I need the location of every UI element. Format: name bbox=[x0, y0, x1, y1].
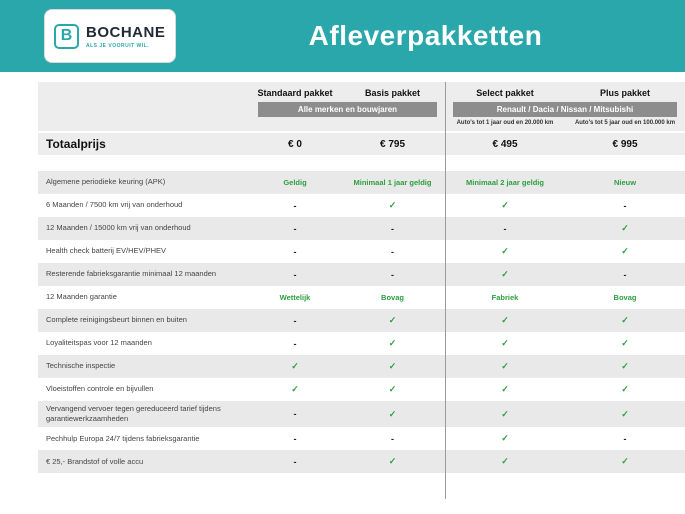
row-label: Vloeistoffen controle en bijvullen bbox=[46, 384, 154, 394]
row-label: € 25,- Brandstof of volle accu bbox=[46, 456, 144, 466]
cell-value: ✓ bbox=[501, 269, 509, 279]
cell-value: ✓ bbox=[291, 384, 299, 394]
row-label: Health check batterij EV/HEV/PHEV bbox=[46, 246, 167, 256]
cell-value: - bbox=[293, 409, 297, 420]
cell-value: ✓ bbox=[388, 408, 397, 419]
cell-value: - bbox=[623, 200, 627, 211]
cell-value: - bbox=[391, 433, 394, 444]
table-row bbox=[38, 332, 685, 355]
cell-value: ✓ bbox=[388, 200, 397, 210]
cell-value: ✓ bbox=[621, 315, 629, 325]
group-badge-brands: Renault / Dacia / Nissan / Mitsubishi bbox=[453, 102, 677, 117]
table-row bbox=[38, 263, 685, 286]
cell-value: Bovag bbox=[381, 293, 404, 302]
package-group-standard-basis bbox=[250, 88, 445, 117]
price-select: € 495 bbox=[492, 138, 518, 150]
brand-name: BOCHANE bbox=[86, 23, 166, 41]
cell-value: ✓ bbox=[388, 384, 397, 394]
table-row bbox=[38, 450, 685, 473]
cell-value: ✓ bbox=[621, 361, 629, 371]
table-row bbox=[38, 401, 685, 427]
total-price-label: Totaalprijs bbox=[46, 137, 106, 151]
cell-value: ✓ bbox=[501, 361, 509, 371]
cell-value: Fabriek bbox=[491, 293, 519, 302]
column-divider bbox=[445, 82, 446, 499]
cell-value: - bbox=[293, 246, 297, 257]
table-row bbox=[38, 171, 685, 194]
cell-value: ✓ bbox=[621, 223, 629, 233]
cell-value: - bbox=[293, 433, 297, 444]
cell-value: ✓ bbox=[501, 338, 509, 348]
row-label: Algemene periodieke keuring (APK) bbox=[46, 177, 166, 187]
cell-value: ✓ bbox=[501, 408, 509, 419]
column-header-standaard: Standaard pakket bbox=[257, 88, 333, 98]
cell-value: ✓ bbox=[501, 456, 509, 467]
cell-value: Wettelijk bbox=[279, 293, 311, 302]
table-row bbox=[38, 240, 685, 263]
row-label: Resterende fabrieksgarantie minimaal 12 maanden bbox=[46, 269, 217, 279]
cell-value: - bbox=[293, 200, 297, 211]
cell-value: ✓ bbox=[501, 433, 509, 444]
price-basis: € 795 bbox=[379, 138, 406, 150]
column-header-basis: Basis pakket bbox=[364, 88, 421, 98]
cell-value: ✓ bbox=[501, 384, 509, 394]
total-price-row bbox=[38, 133, 685, 155]
group-badge-all-brands: Alle merken en bouwjaren bbox=[258, 102, 437, 117]
brand-logo bbox=[44, 9, 176, 63]
table-row bbox=[38, 286, 685, 309]
cell-value: ✓ bbox=[291, 361, 299, 371]
cell-value: Bovag bbox=[613, 293, 637, 302]
cell-value: ✓ bbox=[388, 338, 397, 348]
cell-value: ✓ bbox=[388, 456, 397, 467]
cell-value: ✓ bbox=[501, 200, 509, 210]
column-header-select: Select pakket bbox=[476, 88, 534, 98]
cell-value: ✓ bbox=[501, 315, 509, 325]
page-title: Afleverpakketten bbox=[308, 20, 543, 51]
cell-value: Geldig bbox=[283, 178, 307, 187]
row-label: Vervangend vervoer tegen gereduceerd tarief tijdens garantiewerkzaamheden bbox=[46, 404, 221, 424]
cell-value: Minimaal 1 jaar geldig bbox=[353, 178, 432, 187]
cell-value: - bbox=[293, 456, 297, 467]
row-label: 6 Maanden / 7500 km vrij van onderhoud bbox=[46, 200, 183, 210]
row-label: 12 Maanden garantie bbox=[46, 292, 117, 302]
package-group-select-plus bbox=[445, 88, 685, 126]
cell-value: ✓ bbox=[501, 246, 509, 256]
column-note-plus: Auto's tot 5 jaar oud en 100.000 km bbox=[574, 120, 676, 126]
brand-text bbox=[86, 24, 165, 49]
top-banner bbox=[0, 0, 685, 72]
cell-value: ✓ bbox=[388, 361, 397, 371]
brand-tagline: ALS JE VOORUIT WIL. bbox=[86, 42, 150, 49]
table-row bbox=[38, 378, 685, 401]
row-label: Technische inspectie bbox=[46, 361, 116, 371]
price-standaard: € 0 bbox=[288, 138, 302, 150]
row-label: Pechhulp Europa 24/7 tijdens fabrieksgarantie bbox=[46, 433, 200, 443]
header-body-gap bbox=[38, 155, 685, 171]
table-row bbox=[38, 427, 685, 450]
cell-value: ✓ bbox=[621, 338, 629, 348]
row-label: Complete reinigingsbeurt binnen en buiten bbox=[46, 315, 187, 325]
cell-value: - bbox=[623, 269, 627, 280]
table-row bbox=[38, 355, 685, 378]
cell-value: - bbox=[293, 269, 297, 280]
row-label: Loyaliteitspas voor 12 maanden bbox=[46, 338, 152, 348]
cell-value: ✓ bbox=[621, 408, 629, 419]
row-label: 12 Maanden / 15000 km vrij van onderhoud bbox=[46, 223, 191, 233]
cell-value: - bbox=[293, 315, 297, 326]
cell-value: ✓ bbox=[621, 384, 629, 394]
table-row bbox=[38, 217, 685, 240]
brand-logo-icon: B bbox=[54, 24, 79, 49]
table-header bbox=[38, 82, 685, 131]
cell-value: ✓ bbox=[621, 456, 629, 467]
cell-value: - bbox=[293, 223, 297, 234]
cell-value: Minimaal 2 jaar geldig bbox=[466, 178, 544, 187]
price-plus: € 995 bbox=[612, 138, 638, 150]
column-note-select: Auto's tot 1 jaar oud en 20.000 km bbox=[456, 120, 554, 126]
cell-value: ✓ bbox=[388, 315, 397, 325]
cell-value: - bbox=[391, 246, 394, 257]
table-row bbox=[38, 194, 685, 217]
cell-value: - bbox=[391, 269, 394, 280]
cell-value: - bbox=[391, 223, 394, 234]
column-header-plus: Plus pakket bbox=[599, 88, 651, 98]
cell-value: - bbox=[623, 433, 627, 444]
cell-value: - bbox=[503, 223, 507, 234]
packages-table bbox=[38, 82, 685, 499]
cell-value: ✓ bbox=[621, 246, 629, 256]
feature-rows bbox=[38, 171, 685, 473]
cell-value: Nieuw bbox=[613, 178, 637, 187]
cell-value: - bbox=[293, 338, 297, 349]
table-row bbox=[38, 309, 685, 332]
